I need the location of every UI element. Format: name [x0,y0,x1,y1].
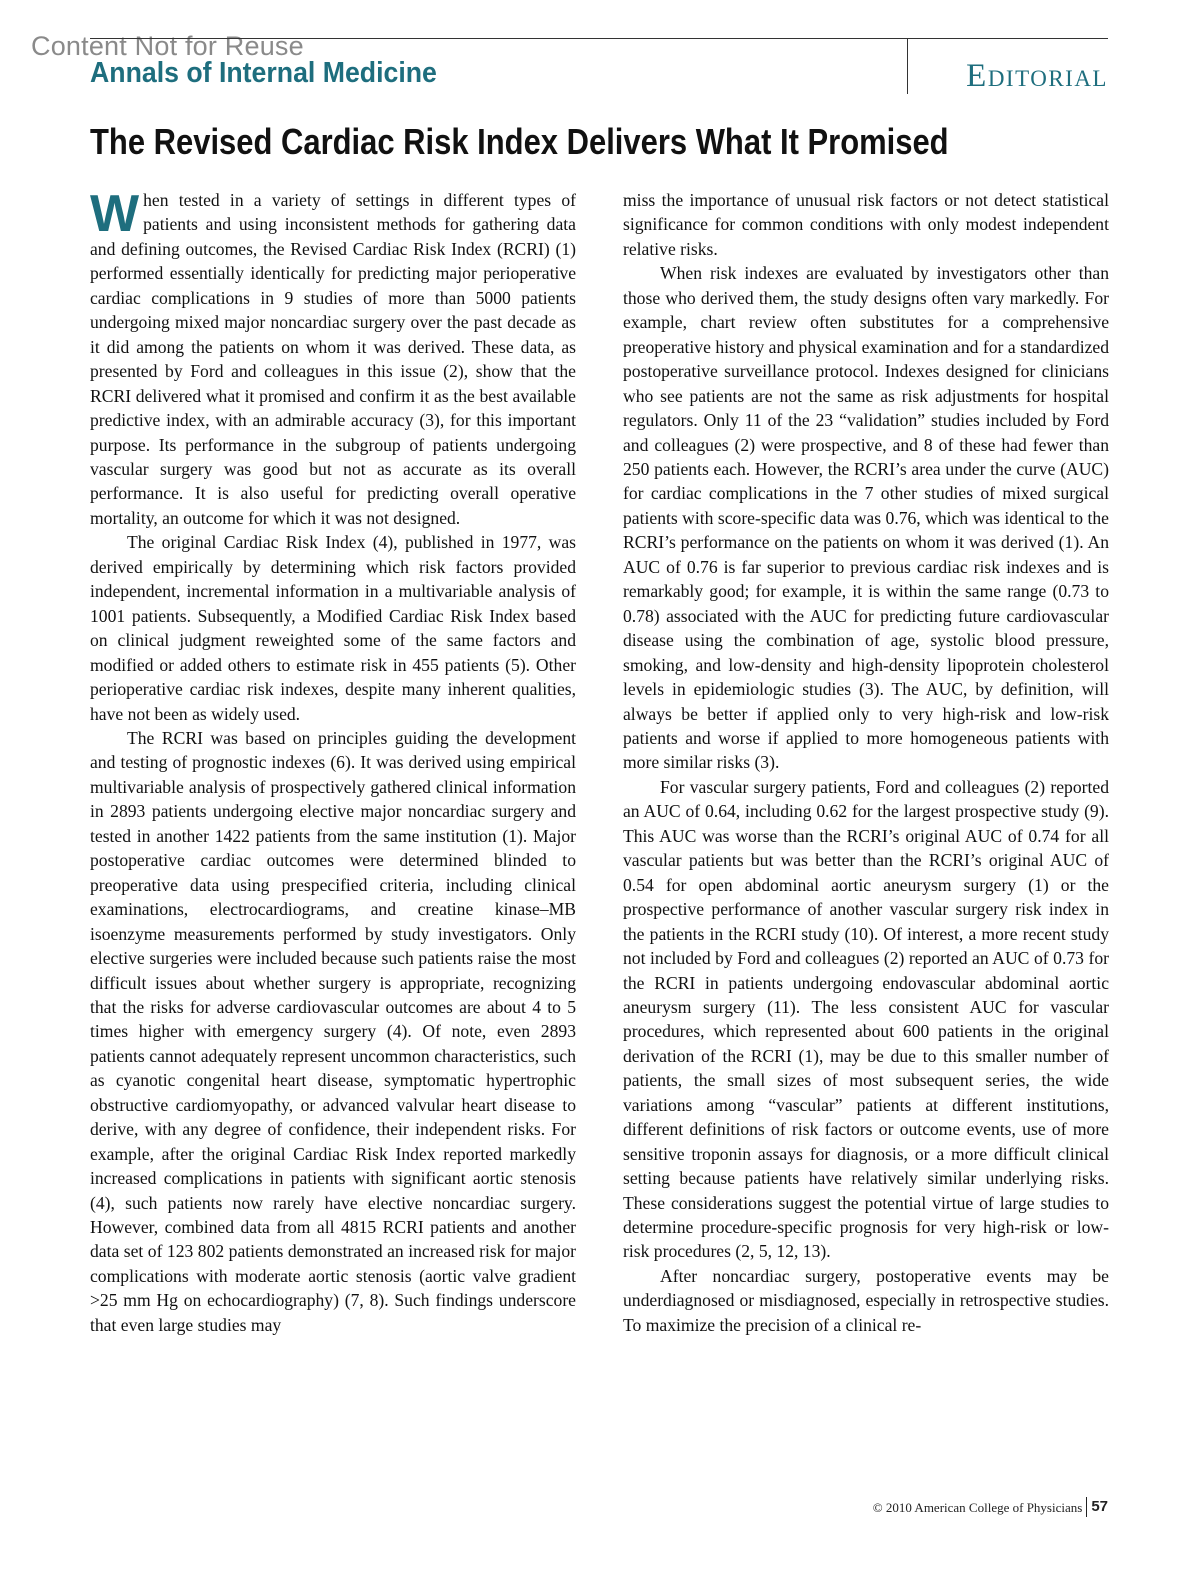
page-number: 57 [1086,1497,1108,1517]
paragraph-text: hen tested in a variety of settings in different types of patients and using inconsistent methods for gathering data and defining outcomes, the Revised Cardiac Risk Index (RCRI) (1) performed essentially identically for predicting major perioperative cardiac complications in 9 studies of more than 5000 patients undergoing mixed major noncardiac surgery over the past decade as it did among the patients on whom it was derived. These data, as presented by Ford and colleagues in this issue (2), show that the RCRI delivered what it promised and confirm it as the best available predictive index, with an admirable accuracy (3), for this important purpose. Its performance in the subgroup of patients undergoing vascular surgery was good but not as accurate as its overall performance. It is also useful for predicting overall operative mortality, an outcome for which it was not designed. [90,190,576,528]
drop-cap: W [90,185,140,243]
section-label: Editorial [966,58,1108,94]
paragraph: The RCRI was based on principles guiding the development and testing of prognostic indexes (6). It was derived using empirical multivariable analysis of prospectively gathered clinical information in 2893 patients undergoing elective major noncardiac surgery and tested in another 1422 patients from the same institution (1). Major postoperative cardiac outcomes were determined blinded to preoperative data using prespecified criteria, including clinical examinations, electrocardiograms, and creatine kinase–MB isoenzyme measurements performed by study investigators. Only elective surgeries were included because such patients raise the most difficult issues about whether surgery is appropriate, recognizing that the risks for adverse cardiovascular outcomes are about 4 to 5 times higher with emergency surgery (4). Of note, even 2893 patients cannot adequately represent uncommon characteristics, such as cyanotic congenital heart disease, symptomatic hypertrophic obstructive cardiomyopathy, or advanced valvular heart disease to derive, with any degree of confidence, their independent risks. For example, after the original Cardiac Risk Index reported markedly increased complications in patients with significant aortic stenosis (4), such patients now rarely have elective noncardiac surgery. However, combined data from all 4815 RCRI patients and another data set of 123 802 patients demonstrated an increased risk for major complications with moderate aortic stenosis (aortic valve gradient >25 mm Hg on echocardiography) (7, 8). Such findings underscore that even large studies may [90,727,576,1335]
paragraph: The original Cardiac Risk Index (4), published in 1977, was derived empirically by determining which risk factors provided independent, incremental information in a multivariable analysis of 1001 patients. Subsequently, a Modified Cardiac Risk Index based on clinical judgment reweighted some of the same factors and modified or added others to estimate risk in 455 patients (5). Other perioperative cardiac risk indexes, despite many inherent qualities, have not been as widely used. [90,532,576,724]
copyright: © 2010 American College of Physicians [872,1499,1083,1515]
paragraph: For vascular surgery patients, Ford and colleagues (2) reported an AUC of 0.64, including 0.62 for the largest prospective study (9). This AUC was worse than the RCRI’s original AUC of 0.74 for all vascular patients but was better than the RCRI’s original AUC of 0.54 for open abdominal aortic aneurysm surgery (1) or the prospective performance of another vascular surgery risk index in the patients in the RCRI study (10). Of interest, a more recent study not included by Ford and colleagues (2) reported an AUC of 0.73 for the RCRI in patients undergoing endovascular abdominal aortic aneurysm surgery (11). The less consistent AUC for vascular procedures, which represented about 600 patients in the original derivation of the RCRI (1), may be due to this smaller number of patients, the small sizes of most subsequent series, the wide variations among “vascular” patients at different institutions, different definitions of risk factors or outcome events, use of more sensitive troponin assays for diagnosis, or a more difficult clinical setting because patients have relatively similar underlying risks. These considerations suggest the potential virtue of large studies to determine procedure-specific prognosis for very high-risk or low-risk procedures (2, 5, 12, 13). [623,776,1109,1262]
page-footer [873,1497,1108,1517]
header-divider [907,38,908,94]
watermark: Content Not for Reuse [31,31,304,61]
journal-name: Annals of Internal Medicine [90,57,437,89]
header-rule [90,38,1108,39]
paragraph: After noncardiac surgery, postoperative events may be underdiagnosed or misdiagnosed, especially in retrospective studies. To maximize the precision of a clinical re- [623,1265,1109,1335]
article-title: The Revised Cardiac Risk Index Delivers What It Promised [90,121,949,162]
left-column [90,185,576,1337]
right-column [623,188,1109,1337]
paragraph: When risk indexes are evaluated by investigators other than those who derived them, the study designs often vary markedly. For example, chart review often substitutes for a comprehensive preoperative history and physical examination and for a standardized postoperative surveillance protocol. Indexes designed for clinicians who see patients are not the same as risk adjustments for hospital regulators. Only 11 of the 23 “validation” studies included by Ford and colleagues (2) were prospective, and 8 of these had fewer than 250 patients each. However, the RCRI’s area under the curve (AUC) for cardiac complications in the 7 other studies of mixed surgical patients with score-specific data was 0.76, which was identical to the RCRI’s performance on the patients on whom it was derived (1). An AUC of 0.76 is far superior to previous cardiac risk indexes and is remarkably good; for example, it is within the same range (0.73 to 0.78) associated with the AUC for predicting future cardiovascular disease using the combination of age, systolic blood pressure, smoking, and low-density and high-density lipoprotein cholesterol levels in epidemiologic studies (3). The AUC, by definition, will always be better if applied only to very high-risk and low-risk patients and worse if applied to more homogeneous patients with more similar risks (3). [623,263,1109,773]
paragraph: miss the importance of unusual risk factors or not detect statistical significance for common conditions with only modest independent relative risks. [623,190,1109,259]
paragraph [90,185,576,530]
